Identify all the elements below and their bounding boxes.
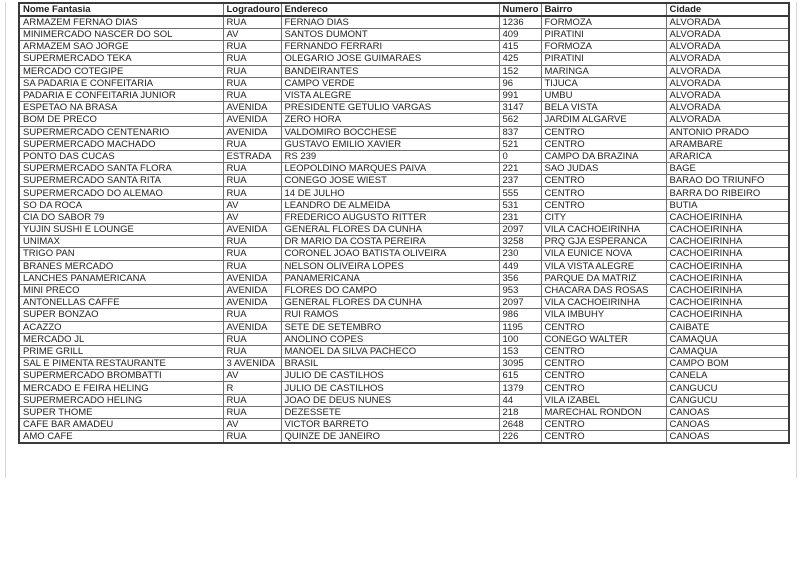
table-row <box>19 53 789 65</box>
cell-bairro: CENTRO <box>541 321 666 333</box>
column-header-endereco: Endereco <box>281 3 499 16</box>
cell-numero: 231 <box>499 211 541 223</box>
cell-cidade: CANGUCU <box>666 394 789 406</box>
cell-logradouro: R <box>223 382 281 394</box>
cell-bairro: CONEGO WALTER <box>541 333 666 345</box>
cell-numero: 356 <box>499 272 541 284</box>
cell-logradouro: 3 AVENIDA <box>223 358 281 370</box>
cell-bairro: CAMPO DA BRAZINA <box>541 150 666 162</box>
cell-bairro: CENTRO <box>541 126 666 138</box>
cell-bairro: CENTRO <box>541 187 666 199</box>
table-row <box>19 419 789 431</box>
cell-nome-fantasia: UNIMAX <box>19 236 223 248</box>
table-row <box>19 406 789 418</box>
cell-nome-fantasia: TRIGO PAN <box>19 248 223 260</box>
cell-numero: 3258 <box>499 236 541 248</box>
cell-logradouro: RUA <box>223 163 281 175</box>
cell-endereco: PRESIDENTE GETULIO VARGAS <box>281 102 499 114</box>
cell-endereco: RS 239 <box>281 150 499 162</box>
cell-numero: 2648 <box>499 419 541 431</box>
cell-nome-fantasia: YUJIN SUSHI E LOUNGE <box>19 224 223 236</box>
cell-logradouro: RUA <box>223 89 281 101</box>
cell-numero: 3147 <box>499 102 541 114</box>
cell-bairro: VILA CACHOEIRINHA <box>541 224 666 236</box>
cell-endereco: ZERO HORA <box>281 114 499 126</box>
cell-logradouro: RUA <box>223 41 281 53</box>
cell-nome-fantasia: ACAZZO <box>19 321 223 333</box>
cell-nome-fantasia: AMO CAFE <box>19 431 223 444</box>
cell-cidade: CAMAQUA <box>666 333 789 345</box>
cell-cidade: CACHOEIRINHA <box>666 297 789 309</box>
cell-cidade: CAMPO BOM <box>666 358 789 370</box>
cell-nome-fantasia: LANCHES PANAMERICANA <box>19 272 223 284</box>
cell-cidade: BARRA DO RIBEIRO <box>666 187 789 199</box>
cell-endereco: ANOLINO COPES <box>281 333 499 345</box>
cell-nome-fantasia: PRIME GRILL <box>19 345 223 357</box>
cell-cidade: ALVORADA <box>666 65 789 77</box>
cell-bairro: UMBU <box>541 89 666 101</box>
cell-numero: 230 <box>499 248 541 260</box>
cell-logradouro: RUA <box>223 406 281 418</box>
cell-nome-fantasia: ARMAZEM SAO JORGE <box>19 41 223 53</box>
cell-bairro: CHACARA DAS ROSAS <box>541 284 666 296</box>
cell-numero: 449 <box>499 260 541 272</box>
cell-bairro: CENTRO <box>541 138 666 150</box>
cell-cidade: CANOAS <box>666 419 789 431</box>
cell-cidade: BAGE <box>666 163 789 175</box>
table-row <box>19 211 789 223</box>
cell-bairro: MARINGA <box>541 65 666 77</box>
cell-cidade: BARAO DO TRIUNFO <box>666 175 789 187</box>
cell-endereco: GENERAL FLORES DA CUNHA <box>281 224 499 236</box>
cell-cidade: CACHOEIRINHA <box>666 224 789 236</box>
cell-numero: 44 <box>499 394 541 406</box>
cell-numero: 2097 <box>499 297 541 309</box>
cell-logradouro: AVENIDA <box>223 102 281 114</box>
cell-endereco: LEOPOLDINO MARQUES PAIVA <box>281 163 499 175</box>
cell-cidade: ALVORADA <box>666 114 789 126</box>
cell-nome-fantasia: MINIMERCADO NASCER DO SOL <box>19 29 223 41</box>
cell-nome-fantasia: BRANES MERCADO <box>19 260 223 272</box>
cell-logradouro: RUA <box>223 260 281 272</box>
cell-bairro: FORMOZA <box>541 16 666 29</box>
cell-endereco: DEZESSETE <box>281 406 499 418</box>
cell-bairro: FORMOZA <box>541 41 666 53</box>
cell-endereco: QUINZE DE JANEIRO <box>281 431 499 444</box>
cell-cidade: ALVORADA <box>666 29 789 41</box>
table-row <box>19 163 789 175</box>
cell-cidade: CANELA <box>666 370 789 382</box>
cell-bairro: CENTRO <box>541 358 666 370</box>
cell-numero: 1379 <box>499 382 541 394</box>
column-header-logradouro: Logradouro <box>223 3 281 16</box>
cell-nome-fantasia: CIA DO SABOR 79 <box>19 211 223 223</box>
cell-nome-fantasia: MERCADO COTEGIPE <box>19 65 223 77</box>
cell-nome-fantasia: SUPER THOME <box>19 406 223 418</box>
cell-logradouro: RUA <box>223 236 281 248</box>
cell-logradouro: RUA <box>223 394 281 406</box>
table-row <box>19 175 789 187</box>
cell-cidade: CACHOEIRINHA <box>666 309 789 321</box>
cell-bairro: TIJUCA <box>541 77 666 89</box>
cell-bairro: CENTRO <box>541 345 666 357</box>
cell-endereco: CONEGO JOSE WIEST <box>281 175 499 187</box>
cell-nome-fantasia: ANTONELLAS CAFFE <box>19 297 223 309</box>
table-row <box>19 138 789 150</box>
cell-nome-fantasia: SUPERMERCADO CENTENARIO <box>19 126 223 138</box>
cell-numero: 562 <box>499 114 541 126</box>
cell-endereco: NELSON OLIVEIRA LOPES <box>281 260 499 272</box>
cell-nome-fantasia: SUPERMERCADO MACHADO <box>19 138 223 150</box>
cell-endereco: RUI RAMOS <box>281 309 499 321</box>
cell-endereco: SETE DE SETEMBRO <box>281 321 499 333</box>
table-row <box>19 309 789 321</box>
establishments-table <box>18 2 790 444</box>
cell-logradouro: RUA <box>223 187 281 199</box>
cell-cidade: ALVORADA <box>666 89 789 101</box>
cell-numero: 615 <box>499 370 541 382</box>
cell-cidade: ALVORADA <box>666 77 789 89</box>
cell-numero: 226 <box>499 431 541 444</box>
cell-endereco: FREDERICO AUGUSTO RITTER <box>281 211 499 223</box>
cell-logradouro: RUA <box>223 175 281 187</box>
cell-endereco: LEANDRO DE ALMEIDA <box>281 199 499 211</box>
cell-endereco: FLORES DO CAMPO <box>281 284 499 296</box>
header-row <box>19 3 789 16</box>
cell-endereco: JOAO DE DEUS NUNES <box>281 394 499 406</box>
cell-numero: 221 <box>499 163 541 175</box>
cell-bairro: VILA VISTA ALEGRE <box>541 260 666 272</box>
cell-numero: 0 <box>499 150 541 162</box>
cell-numero: 409 <box>499 29 541 41</box>
cell-logradouro: RUA <box>223 345 281 357</box>
cell-endereco: OLEGARIO JOSE GUIMARAES <box>281 53 499 65</box>
cell-bairro: SAO JUDAS <box>541 163 666 175</box>
cell-cidade: CACHOEIRINHA <box>666 272 789 284</box>
cell-nome-fantasia: SUPERMERCADO DO ALEMAO <box>19 187 223 199</box>
cell-cidade: ALVORADA <box>666 102 789 114</box>
cell-cidade: CACHOEIRINHA <box>666 248 789 260</box>
cell-bairro: PIRATINI <box>541 53 666 65</box>
column-header-bairro: Bairro <box>541 3 666 16</box>
cell-logradouro: AV <box>223 199 281 211</box>
table-row <box>19 248 789 260</box>
table-row <box>19 236 789 248</box>
cell-numero: 2097 <box>499 224 541 236</box>
cell-cidade: ARARICA <box>666 150 789 162</box>
table-row <box>19 29 789 41</box>
cell-cidade: CACHOEIRINHA <box>666 211 789 223</box>
table-row <box>19 224 789 236</box>
table-row <box>19 16 789 29</box>
table-row <box>19 333 789 345</box>
table-row <box>19 358 789 370</box>
cell-numero: 953 <box>499 284 541 296</box>
cell-bairro: PARQUE DA MATRIZ <box>541 272 666 284</box>
cell-bairro: PRQ GJA ESPERANCA <box>541 236 666 248</box>
cell-numero: 415 <box>499 41 541 53</box>
cell-bairro: VILA CACHOEIRINHA <box>541 297 666 309</box>
table-row <box>19 370 789 382</box>
cell-cidade: CACHOEIRINHA <box>666 260 789 272</box>
table-row <box>19 77 789 89</box>
cell-numero: 837 <box>499 126 541 138</box>
cell-bairro: CENTRO <box>541 419 666 431</box>
cell-numero: 1195 <box>499 321 541 333</box>
cell-bairro: CENTRO <box>541 175 666 187</box>
cell-endereco: JULIO DE CASTILHOS <box>281 370 499 382</box>
cell-cidade: CANGUCU <box>666 382 789 394</box>
cell-cidade: ALVORADA <box>666 41 789 53</box>
cell-nome-fantasia: SUPERMERCADO TEKA <box>19 53 223 65</box>
table-row <box>19 272 789 284</box>
cell-numero: 986 <box>499 309 541 321</box>
cell-logradouro: ESTRADA <box>223 150 281 162</box>
cell-bairro: CENTRO <box>541 382 666 394</box>
cell-endereco: VICTOR BARRETO <box>281 419 499 431</box>
table-row <box>19 382 789 394</box>
cell-numero: 153 <box>499 345 541 357</box>
column-header-nome-fantasia: Nome Fantasia <box>19 3 223 16</box>
table-row <box>19 187 789 199</box>
cell-cidade: CAMAQUA <box>666 345 789 357</box>
cell-logradouro: RUA <box>223 53 281 65</box>
cell-numero: 218 <box>499 406 541 418</box>
table-row <box>19 114 789 126</box>
cell-numero: 1236 <box>499 16 541 29</box>
right-margin-guide <box>796 2 797 478</box>
cell-cidade: ALVORADA <box>666 16 789 29</box>
cell-bairro: VILA IMBUHY <box>541 309 666 321</box>
cell-endereco: FERNAO DIAS <box>281 16 499 29</box>
cell-endereco: DR MARIO DA COSTA PEREIRA <box>281 236 499 248</box>
cell-cidade: ANTONIO PRADO <box>666 126 789 138</box>
left-margin-guide <box>5 2 6 478</box>
cell-nome-fantasia: SUPERMERCADO SANTA RITA <box>19 175 223 187</box>
cell-logradouro: RUA <box>223 16 281 29</box>
cell-endereco: BRASIL <box>281 358 499 370</box>
cell-logradouro: AVENIDA <box>223 321 281 333</box>
cell-endereco: FERNANDO FERRARI <box>281 41 499 53</box>
cell-nome-fantasia: BOM DE PRECO <box>19 114 223 126</box>
cell-nome-fantasia: PADARIA E CONFEITARIA JUNIOR <box>19 89 223 101</box>
cell-logradouro: RUA <box>223 65 281 77</box>
cell-nome-fantasia: ESPETAO NA BRASA <box>19 102 223 114</box>
cell-bairro: CENTRO <box>541 431 666 444</box>
table-row <box>19 102 789 114</box>
cell-numero: 555 <box>499 187 541 199</box>
table-row <box>19 150 789 162</box>
cell-numero: 531 <box>499 199 541 211</box>
cell-bairro: VILA IZABEL <box>541 394 666 406</box>
cell-cidade: BUTIA <box>666 199 789 211</box>
cell-nome-fantasia: SUPERMERCADO SANTA FLORA <box>19 163 223 175</box>
cell-nome-fantasia: SA PADARIA E CONFEITARIA <box>19 77 223 89</box>
cell-bairro: PIRATINI <box>541 29 666 41</box>
table-row <box>19 394 789 406</box>
cell-endereco: GUSTAVO EMILIO XAVIER <box>281 138 499 150</box>
cell-nome-fantasia: MERCADO E FEIRA HELING <box>19 382 223 394</box>
cell-logradouro: AVENIDA <box>223 272 281 284</box>
cell-endereco: MANOEL DA SILVA PACHECO <box>281 345 499 357</box>
cell-logradouro: AVENIDA <box>223 297 281 309</box>
cell-nome-fantasia: SUPERMERCADO BROMBATTI <box>19 370 223 382</box>
cell-logradouro: RUA <box>223 138 281 150</box>
cell-nome-fantasia: ARMAZEM FERNAO DIAS <box>19 16 223 29</box>
cell-nome-fantasia: SUPERMERCADO HELING <box>19 394 223 406</box>
cell-logradouro: AV <box>223 211 281 223</box>
cell-cidade: CACHOEIRINHA <box>666 236 789 248</box>
table-body <box>19 16 789 443</box>
cell-nome-fantasia: CAFE BAR AMADEU <box>19 419 223 431</box>
table-row <box>19 260 789 272</box>
cell-endereco: CORONEL JOAO BATISTA OLIVEIRA <box>281 248 499 260</box>
table-row <box>19 89 789 101</box>
cell-bairro: CENTRO <box>541 199 666 211</box>
cell-nome-fantasia: MERCADO JL <box>19 333 223 345</box>
cell-numero: 425 <box>499 53 541 65</box>
cell-bairro: BELA VISTA <box>541 102 666 114</box>
cell-logradouro: AVENIDA <box>223 284 281 296</box>
cell-bairro: MARECHAL RONDON <box>541 406 666 418</box>
cell-nome-fantasia: SO DA ROCA <box>19 199 223 211</box>
cell-numero: 3095 <box>499 358 541 370</box>
cell-endereco: VISTA ALEGRE <box>281 89 499 101</box>
cell-endereco: GENERAL FLORES DA CUNHA <box>281 297 499 309</box>
cell-bairro: JARDIM ALGARVE <box>541 114 666 126</box>
cell-logradouro: AV <box>223 419 281 431</box>
cell-bairro: CENTRO <box>541 370 666 382</box>
table-row <box>19 345 789 357</box>
cell-endereco: CAMPO VERDE <box>281 77 499 89</box>
column-header-numero: Numero <box>499 3 541 16</box>
cell-logradouro: AV <box>223 370 281 382</box>
cell-bairro: CITY <box>541 211 666 223</box>
cell-numero: 152 <box>499 65 541 77</box>
cell-endereco: VALDOMIRO BOCCHESE <box>281 126 499 138</box>
cell-logradouro: AVENIDA <box>223 126 281 138</box>
cell-logradouro: RUA <box>223 77 281 89</box>
cell-logradouro: RUA <box>223 333 281 345</box>
cell-numero: 100 <box>499 333 541 345</box>
cell-logradouro: AVENIDA <box>223 114 281 126</box>
cell-bairro: VILA EUNICE NOVA <box>541 248 666 260</box>
cell-endereco: JULIO DE CASTILHOS <box>281 382 499 394</box>
cell-cidade: CANOAS <box>666 431 789 444</box>
table-row <box>19 126 789 138</box>
cell-endereco: SANTOS DUMONT <box>281 29 499 41</box>
cell-cidade: ARAMBARE <box>666 138 789 150</box>
cell-logradouro: RUA <box>223 431 281 444</box>
cell-logradouro: RUA <box>223 309 281 321</box>
cell-numero: 521 <box>499 138 541 150</box>
cell-endereco: PANAMERICANA <box>281 272 499 284</box>
table-row <box>19 431 789 444</box>
cell-logradouro: AVENIDA <box>223 224 281 236</box>
cell-endereco: 14 DE JULHO <box>281 187 499 199</box>
cell-endereco: BANDEIRANTES <box>281 65 499 77</box>
cell-nome-fantasia: SAL E PIMENTA RESTAURANTE <box>19 358 223 370</box>
cell-logradouro: AV <box>223 29 281 41</box>
column-header-cidade: Cidade <box>666 3 789 16</box>
cell-logradouro: RUA <box>223 248 281 260</box>
cell-cidade: CACHOEIRINHA <box>666 284 789 296</box>
cell-cidade: ALVORADA <box>666 53 789 65</box>
table-row <box>19 284 789 296</box>
cell-numero: 96 <box>499 77 541 89</box>
cell-nome-fantasia: SUPER BONZAO <box>19 309 223 321</box>
table-row <box>19 199 789 211</box>
table-row <box>19 65 789 77</box>
table-header <box>19 3 789 16</box>
table-row <box>19 41 789 53</box>
cell-numero: 991 <box>499 89 541 101</box>
table-row <box>19 297 789 309</box>
cell-numero: 237 <box>499 175 541 187</box>
cell-nome-fantasia: PONTO DAS CUCAS <box>19 150 223 162</box>
cell-cidade: CANOAS <box>666 406 789 418</box>
cell-nome-fantasia: MINI PRECO <box>19 284 223 296</box>
table-row <box>19 321 789 333</box>
cell-cidade: CAIBATE <box>666 321 789 333</box>
